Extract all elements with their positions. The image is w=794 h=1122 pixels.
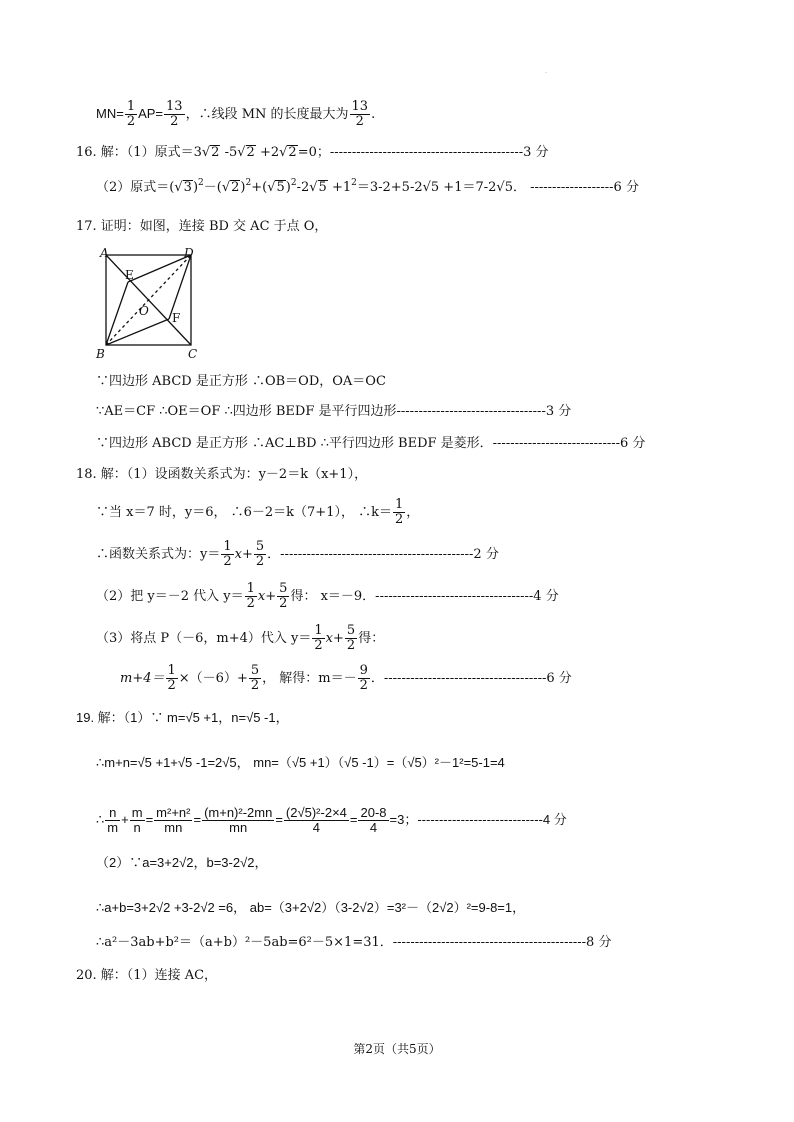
fraction: $\frac{\text{m²+n²}}{mn}$ bbox=[156, 805, 191, 835]
fraction: $\frac{5}{2}$ bbox=[250, 663, 260, 693]
fraction: $\frac{13}{2}$ bbox=[166, 99, 183, 129]
q19-line-4: （2）∵a=3+2√2，b=3-2√2， bbox=[96, 855, 268, 870]
fraction: $\frac{n}{m}$ bbox=[107, 805, 119, 835]
label-f: F bbox=[172, 311, 181, 325]
segment-fb bbox=[106, 319, 169, 345]
fraction: $\frac{1}{2}$ bbox=[314, 623, 323, 653]
q18-line-4: （2）把 y＝－2 代入 y＝ $\frac{1}{2}$ x+ $\frac{5}{2}$ 得： x＝－9．------------------------------------4 分 bbox=[96, 581, 559, 611]
q18-line-1: 18. 解：（1）设函数关系式为：y－2＝k（x+1）， bbox=[76, 467, 368, 482]
q16-line-1: 16. 解：（1）原式＝3√ 2 -5√ 2 +2√ 2=0；--------------------------------------------3 分 bbox=[76, 145, 549, 161]
label-c: C bbox=[188, 347, 198, 360]
q19-line-2: ∴m+n=√5 +1+√5 -1=2√5， mn=（√5 +1）（√5 -1）=（√5）²－1²=5-1=4 bbox=[96, 755, 505, 770]
header-dot: . bbox=[545, 68, 547, 75]
page-footer: 第2页（共5页） bbox=[353, 1042, 441, 1056]
q17-line-3: ∵四边形 ABCD 是正方形 ∴AC⊥BD ∴平行四边形 BEDF 是菱形．-----------------------------6 分 bbox=[96, 436, 646, 451]
fraction: $\frac{5}{2}$ bbox=[346, 623, 356, 653]
label-a: A bbox=[100, 246, 109, 260]
label-d: D bbox=[184, 246, 194, 260]
label-o: O bbox=[139, 304, 149, 318]
fraction: $\frac{20-8}{4}$ bbox=[360, 805, 387, 835]
label-b: B bbox=[96, 347, 105, 360]
fraction: $\frac{5}{2}$ bbox=[255, 539, 265, 569]
q17-line-2: ∵AE＝CF ∴OE＝OF ∴四边形 BEDF 是平行四边形----------------------------------3 分 bbox=[96, 404, 572, 419]
q19-line-5: ∴a+b=3+2√2 +3-2√2 =6， ab=（3+2√2）（3-2√2）=3²－（2√2）²=9-8=1， bbox=[96, 900, 526, 915]
q18-line-2: ∵当 x＝7 时，y＝6， ∴6－2＝k（7+1）， ∴k＝ $\frac{1}{2}$ ， bbox=[96, 497, 420, 527]
fraction: $\frac{1}{2}$ bbox=[167, 663, 176, 693]
fraction: $\frac{\text{(m+n)²-2mn}}{mn}$ bbox=[204, 805, 273, 835]
q18-line-3: ∴函数关系式为：y＝ $\frac{1}{2}$ x+ $\frac{5}{2}$ ．--------------------------------------------2 分 bbox=[96, 539, 499, 569]
label-e: E bbox=[125, 268, 134, 282]
q19-line-3: ∴ $\frac{n}{m}$ + $\frac{m}{n}$ = $\frac{\text{m²+n²}}{mn}$ = $\frac{\text{(m+n)²-2mn}}{mn}$ = $\frac{\text{(2√5)²-2×4}}{4}$ = $\frac{20-8}{4}$ =3；-----------------------------4 分 bbox=[96, 805, 567, 835]
q17-line-1: ∵四边形 ABCD 是正方形 ∴OB＝OD，OA＝OC bbox=[96, 374, 386, 389]
fraction: $\frac{m}{n}$ bbox=[131, 805, 143, 835]
q19-line-1: 19. 解：（1）∵ m=√5 +1，n=√5 -1， bbox=[76, 710, 289, 725]
fraction: $\frac{5}{2}$ bbox=[279, 581, 288, 611]
q18-line-5: （3）将点 P（－6，m+4）代入 y＝ $\frac{1}{2}$ x+ $\frac{5}{2}$ 得： bbox=[96, 623, 385, 653]
fraction: $\frac{1}{2}$ bbox=[246, 581, 255, 611]
fraction: $\frac{1}{2}$ bbox=[223, 539, 232, 569]
q19-line-6: ∴a²－3ab+b²＝（a+b）²－5ab=6²－5×1=31．--------------------------------------------8 分 bbox=[96, 935, 612, 950]
fraction: $\frac{9}{2}$ bbox=[359, 663, 368, 693]
segment-df bbox=[169, 255, 191, 319]
fraction: $\frac{1}{2}$ bbox=[394, 497, 404, 527]
q18-line-6: m+4＝ $\frac{1}{2}$ ×（－6）+ $\frac{5}{2}$ ， 解得：m＝－ $\frac{9}{2}$ ．-------------------------------------6 分 bbox=[120, 663, 572, 693]
q20-line-1: 20. 解：（1）连接 AC， bbox=[76, 968, 218, 983]
q16-line-2: （2）原式＝(√ 3)$^2$－(√ 2)$^2$+(√ 5)$^2$-2√ $5 +1^2=3-2+5-2√5 +1=7-2√5$． -------------------6 分 bbox=[96, 180, 639, 196]
segment-be bbox=[106, 282, 128, 345]
fraction: $\frac{13}{2}$ bbox=[351, 99, 369, 129]
square-figure bbox=[94, 245, 209, 360]
q17-intro: 17. 证明：如图，连接 BD 交 AC 于点 O， bbox=[76, 219, 328, 234]
q15-line: MN= $\frac{1}{2}$ AP= $\frac{13}{2}$ ，∴线段 MN 的长度最大为 $\frac{13}{2}$ . bbox=[96, 99, 376, 129]
fraction: $\frac{1}{2}$ bbox=[126, 99, 136, 129]
fraction: $\frac{\text{(2√5)²-2×4}}{4}$ bbox=[285, 805, 347, 835]
segment-ed bbox=[128, 255, 191, 282]
